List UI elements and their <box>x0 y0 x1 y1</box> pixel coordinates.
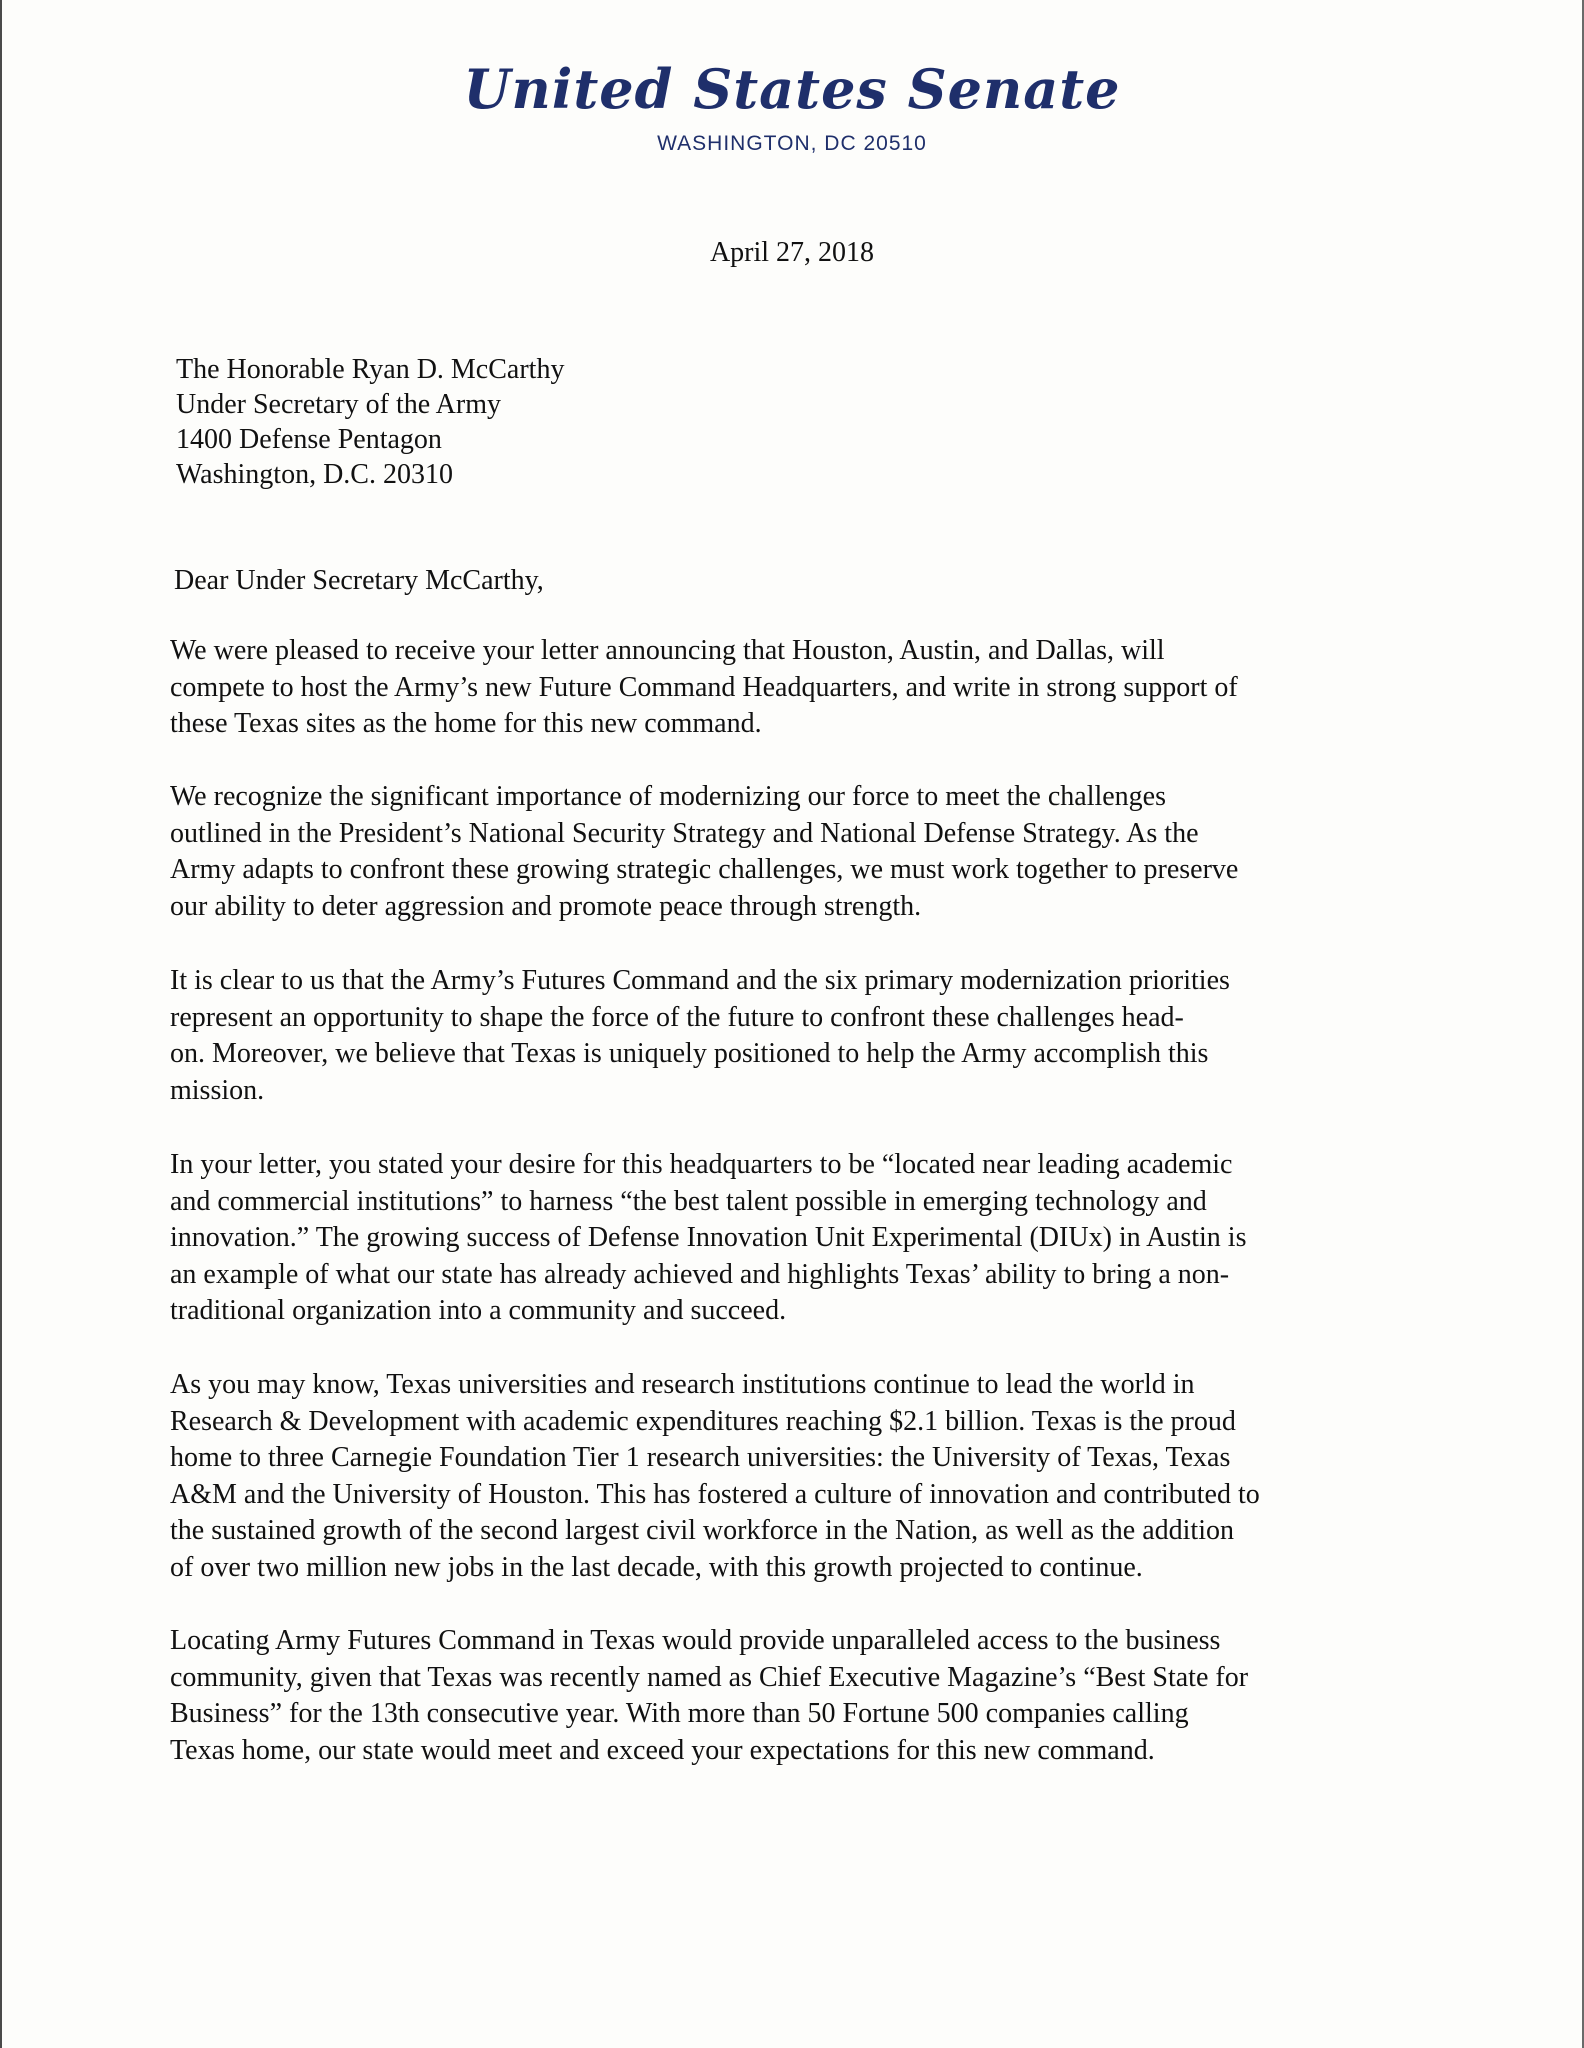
paragraph-line: the sustained growth of the second largest civil workforce in the Nation, as well as the addition <box>170 1515 1234 1546</box>
paragraph-line: of over two million new jobs in the last decade, with this growth projected to continue. <box>170 1551 1143 1583</box>
paragraph-line: Army adapts to confront these growing strategic challenges, we must work together to preserve <box>170 854 1239 885</box>
paragraph-1 <box>170 633 1238 743</box>
paragraph-line: In your letter, you stated your desire for this headquarters to be “located near leading academic <box>170 1149 1233 1180</box>
paragraph-line: traditional organization into a community and succeed. <box>170 1295 787 1326</box>
recipient-line: Under Secretary of the Army <box>176 389 501 420</box>
paragraph-line: community, given that Texas was recently named as Chief Executive Magazine’s “Best State for <box>170 1661 1249 1693</box>
paragraph-line: our ability to deter aggression and promote peace through strength. <box>170 890 922 922</box>
letterhead <box>2 57 1582 156</box>
paragraph-5 <box>170 1367 1260 1586</box>
letterhead-title: United States Senate <box>463 57 1121 121</box>
paragraph-line: represent an opportunity to shape the force of the future to confront these challenges head- <box>170 1001 1184 1033</box>
paragraph-line: outlined in the President’s National Security Strategy and National Defense Strategy. As the <box>170 817 1199 849</box>
paragraph-4 <box>170 1147 1246 1330</box>
paragraph-line: these Texas sites as the home for this new command. <box>170 708 762 739</box>
recipient-address <box>176 352 564 492</box>
paragraph-line: an example of what our state has already achieved and highlights Texas’ ability to bring a non- <box>170 1258 1230 1290</box>
recipient-line: The Honorable Ryan D. McCarthy <box>176 354 565 385</box>
recipient-line: 1400 Defense Pentagon <box>176 424 442 455</box>
letter-date: April 27, 2018 <box>709 237 875 268</box>
paragraph-2 <box>170 779 1238 925</box>
paragraph-line: We were pleased to receive your letter announcing that Houston, Austin, and Dallas, will <box>170 635 1165 666</box>
paragraph-line: We recognize the significant importance of modernizing our force to meet the challenges <box>170 781 1167 812</box>
paragraph-line: Business” for the 13th consecutive year. With more than 50 Fortune 500 companies calling <box>170 1698 1189 1729</box>
paragraph-line: Research & Development with academic expenditures reaching $2.1 billion. Texas is the proud <box>170 1405 1236 1437</box>
paragraph-6 <box>170 1623 1248 1769</box>
paragraph-line: innovation.” The growing success of Defense Innovation Unit Experimental (DIUx) in Austin is <box>170 1222 1247 1253</box>
paragraph-line: As you may know, Texas universities and research institutions continue to lead the world in <box>170 1369 1195 1400</box>
paragraph-line: home to three Carnegie Foundation Tier 1 research universities: the University of Texas, Texas <box>170 1442 1231 1473</box>
paragraph-line: mission. <box>170 1074 265 1106</box>
paragraph-line: and commercial institutions” to harness “the best talent possible in emerging technology and <box>170 1185 1207 1217</box>
paragraph-line: It is clear to us that the Army’s Futures Command and the six primary modernization priorities <box>170 965 1230 996</box>
salutation: Dear Under Secretary McCarthy, <box>174 565 544 596</box>
letterhead-city: WASHINGTON, DC 20510 <box>657 132 927 155</box>
paragraph-line: A&M and the University of Houston. This has fostered a culture of innovation and contributed to <box>170 1478 1260 1510</box>
paragraph-3 <box>170 963 1230 1109</box>
paragraph-line: compete to host the Army’s new Future Command Headquarters, and write in strong support of <box>170 671 1238 703</box>
recipient-line: Washington, D.C. 20310 <box>176 459 453 490</box>
paragraph-line: Texas home, our state would meet and exceed your expectations for this new command. <box>170 1734 1155 1766</box>
paragraph-line: on. Moreover, we believe that Texas is uniquely positioned to help the Army accomplish this <box>170 1038 1209 1069</box>
paragraph-line: Locating Army Futures Command in Texas would provide unparalleled access to the business <box>170 1625 1221 1656</box>
